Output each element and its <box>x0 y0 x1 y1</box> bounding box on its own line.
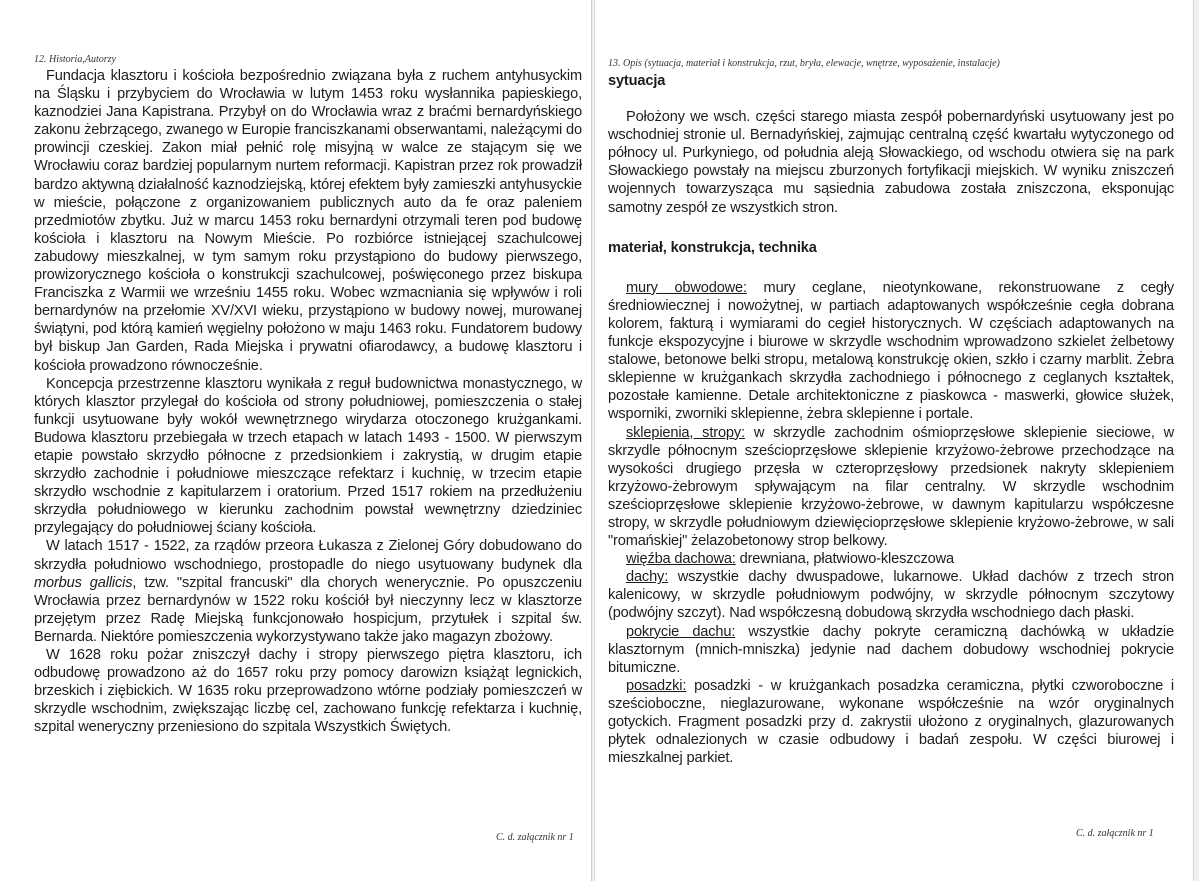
item-vaults <box>608 424 1174 551</box>
item-truss-label: więźba dachowa: <box>626 551 736 568</box>
history-paragraph-4: W 1628 roku pożar zniszczył dachy i stropy pierwszego piętra klasztoru, ich odbudowę prowadzono aż do 1657 roku przy pomocy darowizn książąt legnickich, brzeskich i ziębickich. W 1635 roku przeprowadzono wtórne podziały pomieszczeń w skrzydle wschodnim, zwiększając liczbę cel, zachowano funkcję refektarza i kuchnię, szpital weneryczny przeniesiono do szpitala Wszystkich Świętych. <box>34 647 582 736</box>
item-vaults-text: w skrzydle zachodnim ośmioprzęsłowe sklepienie sieciowe, w skrzydle północnym sześcioprzęsłowe sklepienie krzyżowo-żebrowe przechodzące na wysokości drugiego przęsła w czteroprzęsłowy przedsionek nakryty sklepieniem krzyżowo-żebrowym spływającym na filar centralny. W skrzydle wschodnim sześcioprzęsłowe sklepienie krzyżowo-żebrowe, w dawnym kapitularzu współczesne stropy, w skrzydle południowym dziewięcioprzęsłowe sklepienie kryżowo-żebrowe, w sali "romańskiej" żelazobetonowy strop belkowy. <box>608 424 1174 550</box>
history-paragraph-3 <box>34 537 582 646</box>
footer-note-left: C. d. załącznik nr 1 <box>496 832 574 843</box>
item-roofs <box>608 568 1174 622</box>
para3-before: W latach 1517 - 1522, za rządów przeora Łukasza z Zielonej Góry dobudowano do skrzydła południowo wschodniego, prostopadle do niego usytuowany budynek dla <box>34 538 582 573</box>
item-floors <box>608 677 1174 767</box>
item-roofing <box>608 623 1174 677</box>
item-roofs-label: dachy: <box>626 569 669 586</box>
footer-note-right: C. d. załącznik nr 1 <box>1076 828 1154 839</box>
left-page <box>0 0 594 881</box>
item-floors-label: posadzki: <box>626 677 687 694</box>
item-walls <box>608 279 1174 424</box>
item-walls-text: mury ceglane, nieotynkowane, rekonstruowane z cegły średniowiecznej i nowożytnej, w partiach adaptowanych współcześnie cegła dobrana kolorem, fakturą i wymiarami do cegieł historycznych. W częściach adaptowanych na funkcje ekspozycyjne i biurowe w skrzydle wschodnim wprowadzono szkielet żelbetowy stalowe, betonowe belki stropu, metalową konstrukcję okien, szkło i czarny marblit. Żebra sklepienne w krużgankach skrzydła zachodniego i północnego z ceglanych kształtek, pozostałe kamienne. Detale architektoniczne z piaskowca - maswerki, głowice służek, wsporniki, zworniki sklepienne, żebra sklepienne i portale. <box>608 279 1174 423</box>
history-paragraph-1: Fundacja klasztoru i kościoła bezpośrednio związana była z ruchem antyhusyckim na Śląsku i przybyciem do Wrocławia w lutym 1453 roku wysłannika papieskiego, kaznodziei Jana Kapistrana. Przybył on do Wrocławia wraz z braćmi bernardyńskiego zakonu żebrzącego, zwanego w Europie franciszkanami obserwantami, należącymi do prowincji czeskiej. Zakon miał pełnić rolę misyjną w walce ze stającym się we Wrocławiu coraz bardziej popularnym nurtem reformacji. Kapistran przez rok prowadził bardzo aktywną działalność kaznodziejską, której efektem były zamieszki antyhusyckie w mieście, połączone z organizowaniem publicznych auto da fe oraz paleniem przedmiotów zbytku. Już w marcu 1453 roku bernardyni otrzymali teren pod budowę kościoła i klasztoru na Nowym Mieście. Po rozbiórce istniejącej szachulcowej zabudowy mieszkalnej, w tym samym roku przystąpiono do budowy pierwszego, prowizorycznego kościoła o konstrukcji szachulcowej, poświęconego przez biskupa Franciszka z Warmii we wrześniu 1455 roku. Wobec wzmacniania się wpływów i roli bernardynów na przełomie XV/XVI wieku, przystąpiono w budowy nowej, murowanej świątyni, pod którą kamień węgielny położono w maju 1463 roku. Fundatorem budowy był biskup Jan Garden, Rada Miejska i prywatni ofiarodawcy, a budowę klasztoru i kościoła prowadzono równocześnie. <box>34 68 582 374</box>
item-roofs-text: wszystkie dachy dwuspadowe, lukarnowe. Układ dachów z trzech stron kalenicowy, w skrzydle południowym podwójny, w skrzydle północnym szczytowy (podwójny szczyt). Nad współczesną dobudową skrzydła wschodniego dach płaski. <box>608 569 1174 622</box>
heading-situation: sytuacja <box>608 73 666 89</box>
scan-edge <box>1193 0 1199 881</box>
right-page <box>594 0 1199 881</box>
history-text <box>34 67 582 736</box>
section-label-description: 13. Opis (sytuacja, materiał i konstrukcja, rzut, bryła, elewacje, wnętrze, wyposażenie, instalacje) <box>608 58 1000 69</box>
heading-material: materiał, konstrukcja, technika <box>608 239 817 256</box>
section-label-history: 12. Historia,Autorzy <box>34 54 116 65</box>
para3-after: , tzw. "szpital francuski" dla chorych wenerycznie. Po opuszczeniu Wrocławia przez bernardynów w 1522 roku kościół był nieczynny lecz w klasztorze przejętym przez Radę Miejską funkcjonowało hospicjum, przytułek i szpital św. Bernarda. Niektóre pomieszczenia wykorzystywano także jako magazyn zbożowy. <box>34 574 583 645</box>
item-vaults-label: sklepienia, stropy: <box>626 424 745 441</box>
item-roofing-text: wszystkie dachy pokryte ceramiczną dachówką w układzie klasztornym (mnich-mniszka) jedynie nad dachem dobudowy wschodniej pokrycie bitumiczne. <box>608 623 1174 676</box>
item-truss <box>608 550 1174 568</box>
item-floors-text: posadzki - w krużgankach posadzka ceramiczna, płytki czworoboczne i sześcioboczne, nieglazurowane, wykonane współcześnie na wzór oryginalnych gotyckich. Fragment posadzki przy d. zakrystii ułożono z oryginalnych, glazurowanych płytek odnalezionych w czasie odbudowy i badań zespołu. W części biurowej i mieszkalnej parkiet. <box>608 677 1174 767</box>
item-roofing-label: pokrycie dachu: <box>626 623 736 640</box>
item-truss-text: drewniana, płatwiowo-kleszczowa <box>735 551 954 568</box>
history-paragraph-2: Koncepcja przestrzenne klasztoru wynikała z reguł budownictwa monastycznego, w których klasztor przylegał do kościoła od strony południowej, pomieszczenia o stałej funkcji usytuowane były wokół wewnętrznego wirydarza otoczonego krużgankami. Budowa klasztoru przebiegała w trzech etapach w latach 1493 - 1500. W pierwszym etapie powstało skrzydło północne z przedsionkiem i zakrystią, w drugim etapie skrzydło zachodnie i południowe mieszczące refektarz i kuchnię, w trzecim etapie skrzydło wschodnie z kapitularzem i oratorium. Przed 1517 rokiem na przedłużeniu skrzydła południowego w kierunku zachodnim powstał wewnętrzny dziedziniec przylegający do południowej ściany kościoła. <box>34 375 582 537</box>
situation-paragraph: Położony we wsch. części starego miasta zespół pobernardyński usytuowany jest po wschodniej stronie ul. Bernadyńskiej, zajmując centralną część kwartału wytyczonego od północy ul. Purkyniego, od południa aleją Słowackiego, od wschodu otwiera się na park Słowackiego powstały na miejscu zburzonych fortyfikacji miejskich. W wyniku zniszczeń wojennych towarzysząca mu sąsiednia zabudowa została zniszczona, eksponując samotny zespół ze wszystkich stron. <box>608 109 1174 216</box>
description-text <box>608 72 1174 767</box>
item-walls-label: mury obwodowe: <box>626 279 747 296</box>
para3-italic: morbus gallicis <box>34 574 133 591</box>
